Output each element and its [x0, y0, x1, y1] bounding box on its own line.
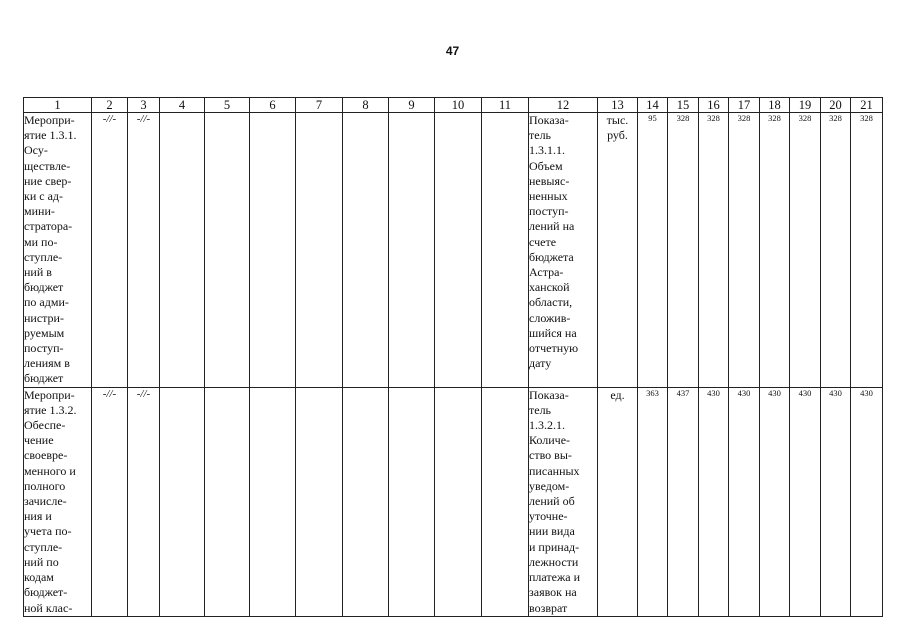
empty-cell	[389, 113, 435, 388]
indicator-cell: Показа- тель 1.3.2.1. Количе- ство вы- писанных уведом- лений об уточне- нии вида и принад- лежности платежа и заявок на возврат	[529, 387, 598, 616]
empty-cell	[296, 387, 343, 616]
measure-cell: Меропри- ятие 1.3.1. Осу- ществле- ние свер- ки с ад- мини- стратора- ми по- ступле- ний в бюджет по адми- нистри- руемым поступ- лениям в бюджет	[24, 113, 92, 388]
value-cell: 328	[729, 113, 760, 388]
unit-cell: ед.	[598, 387, 638, 616]
value-cell: 430	[821, 387, 851, 616]
value-cell: 430	[851, 387, 883, 616]
column-header: 3	[128, 98, 160, 113]
table-row	[24, 387, 883, 616]
column-header: 6	[250, 98, 296, 113]
column-header: 5	[205, 98, 250, 113]
column-header: 20	[821, 98, 851, 113]
empty-cell	[482, 113, 529, 388]
value-cell: 328	[668, 113, 699, 388]
empty-cell	[343, 113, 389, 388]
empty-cell	[250, 113, 296, 388]
empty-cell	[205, 387, 250, 616]
empty-cell	[160, 387, 205, 616]
value-cell: 430	[790, 387, 821, 616]
empty-cell	[343, 387, 389, 616]
column-header: 11	[482, 98, 529, 113]
column-header: 12	[529, 98, 598, 113]
column-header: 15	[668, 98, 699, 113]
ditto-cell: -//-	[92, 387, 128, 616]
value-cell: 328	[699, 113, 729, 388]
value-cell: 430	[760, 387, 790, 616]
column-header: 19	[790, 98, 821, 113]
empty-cell	[435, 387, 482, 616]
empty-cell	[482, 387, 529, 616]
value-cell: 363	[638, 387, 668, 616]
empty-cell	[205, 113, 250, 388]
empty-cell	[296, 113, 343, 388]
value-cell: 328	[760, 113, 790, 388]
column-header: 4	[160, 98, 205, 113]
table-row	[24, 113, 883, 388]
column-header: 2	[92, 98, 128, 113]
column-header: 1	[24, 98, 92, 113]
page-number: 47	[445, 44, 460, 58]
empty-cell	[389, 387, 435, 616]
value-cell: 328	[851, 113, 883, 388]
value-cell: 95	[638, 113, 668, 388]
column-header: 14	[638, 98, 668, 113]
empty-cell	[160, 113, 205, 388]
column-header: 13	[598, 98, 638, 113]
column-header: 7	[296, 98, 343, 113]
value-cell: 430	[699, 387, 729, 616]
ditto-cell: -//-	[128, 113, 160, 388]
data-table	[23, 97, 883, 617]
column-header: 17	[729, 98, 760, 113]
column-header: 9	[389, 98, 435, 113]
indicator-cell: Показа- тель 1.3.1.1. Объем невыяс- ненных поступ- лений на счете бюджета Астра- ханской области, сложив- шийся на отчетную дату	[529, 113, 598, 388]
value-cell: 437	[668, 387, 699, 616]
empty-cell	[250, 387, 296, 616]
ditto-cell: -//-	[92, 113, 128, 388]
column-header: 18	[760, 98, 790, 113]
column-header: 10	[435, 98, 482, 113]
value-cell: 430	[729, 387, 760, 616]
ditto-cell: -//-	[128, 387, 160, 616]
empty-cell	[435, 113, 482, 388]
value-cell: 328	[790, 113, 821, 388]
measure-cell: Меропри- ятие 1.3.2. Обеспе- чение своевре- менного и полного зачисле- ния и учета по- ступле- ний по кодам бюджет- ной клас-	[24, 387, 92, 616]
column-header: 16	[699, 98, 729, 113]
column-header: 21	[851, 98, 883, 113]
header-row	[24, 98, 883, 113]
unit-cell: тыс. руб.	[598, 113, 638, 388]
value-cell: 328	[821, 113, 851, 388]
column-header: 8	[343, 98, 389, 113]
